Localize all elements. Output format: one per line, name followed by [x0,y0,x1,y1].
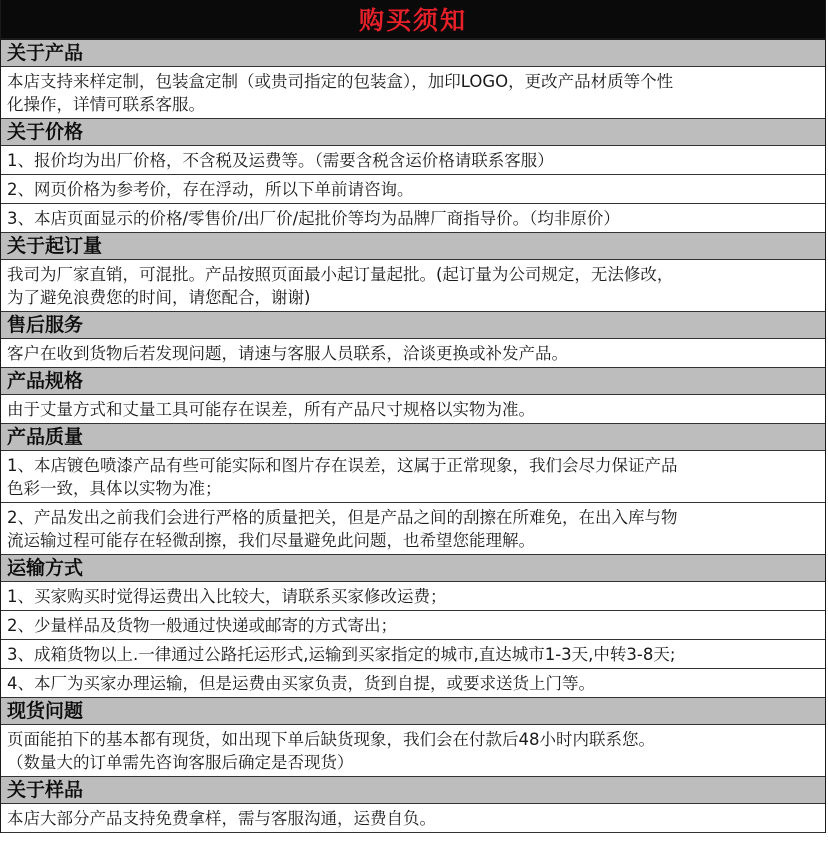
section-heading: 售后服务 [1,312,825,339]
section-row: 3、成箱货物以上.一律通过公路托运形式,运输到买家指定的城市,直达城市1-3天,中转3-8天; [1,640,825,669]
section-row: 2、网页价格为参考价，存在浮动，所以下单前请咨询。 [1,175,825,204]
section-row: 1、买家购买时觉得运费出入比较大，请联系买家修改运费； [1,582,825,611]
section-row: 2、少量样品及货物一般通过快递或邮寄的方式寄出； [1,611,825,640]
page-title: 购买须知 [358,6,467,35]
section-heading: 关于起订量 [1,233,825,260]
section-row: 客户在收到货物后若发现问题，请速与客服人员联系，洽谈更换或补发产品。 [1,339,825,368]
section-row: 1、报价均为出厂价格，不含税及运费等。（需要含税含运价格请联系客服） [1,146,825,175]
section-row: 3、本店页面显示的价格/零售价/出厂价/起批价等均为品牌厂商指导价。（均非原价） [1,204,825,233]
section-heading: 运输方式 [1,555,825,582]
section-row: 我司为厂家直销，可混批。产品按照页面最小起订量起批。(起订量为公司规定，无法修改， 为了避免浪费您的时间，请您配合，谢谢) [1,260,825,312]
section-row: 由于丈量方式和丈量工具可能存在误差，所有产品尺寸规格以实物为准。 [1,395,825,424]
section-heading: 现货问题 [1,698,825,725]
section-row: 4、本厂为买家办理运输，但是运费由买家负责，货到自提，或要求送货上门等。 [1,669,825,698]
section-heading: 产品规格 [1,368,825,395]
notice-sections [1,40,825,833]
section-row: 本店支持来样定制，包装盒定制（或贵司指定的包装盒），加印LOGO，更改产品材质等个性 化操作，详情可联系客服。 [1,67,825,119]
section-heading: 关于样品 [1,777,825,804]
section-heading: 关于产品 [1,40,825,67]
section-row: 1、本店镀色喷漆产品有些可能实际和图片存在误差，这属于正常现象，我们会尽力保证产品 色彩一致，具体以实物为准； [1,451,825,503]
section-row: 2、产品发出之前我们会进行严格的质量把关，但是产品之间的刮擦在所难免，在出入库与物 流运输过程可能存在轻微刮擦，我们尽量避免此问题，也希望您能理解。 [1,503,825,555]
title-bar [1,0,825,40]
section-row: 本店大部分产品支持免费拿样，需与客服沟通，运费自负。 [1,804,825,833]
section-row: 页面能拍下的基本都有现货，如出现下单后缺货现象，我们会在付款后48小时内联系您。 （数量大的订单需先咨询客服后确定是否现货） [1,725,825,777]
section-heading: 产品质量 [1,424,825,451]
section-heading: 关于价格 [1,119,825,146]
